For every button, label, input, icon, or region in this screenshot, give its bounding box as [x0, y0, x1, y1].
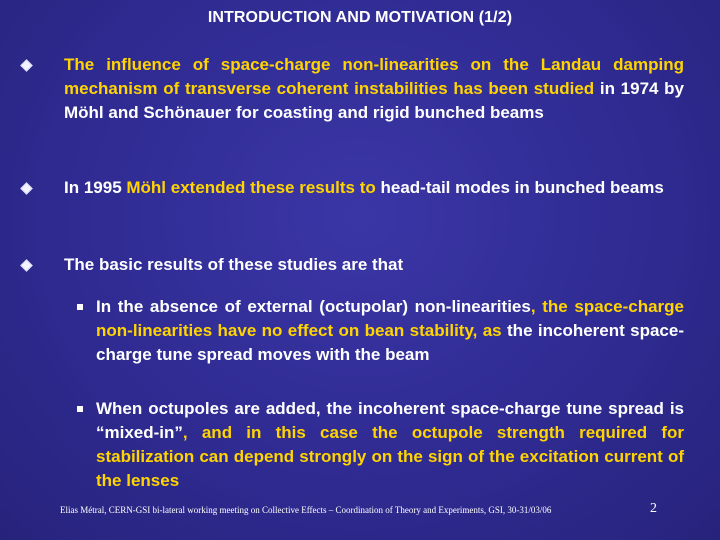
bullet-2-text-a: In 1995: [64, 178, 127, 197]
sub-bullet-item-1: [96, 295, 684, 367]
sub-bullet-1-text-a: In the absence of external (octupolar) non-linearities: [96, 297, 531, 316]
page-number: 2: [650, 501, 657, 516]
sub-bullet-2-text-a: When octupoles are added, the incoherent space-charge tune spread is “mixed-in”: [96, 399, 684, 442]
slide-footer: Elias Métral, CERN-GSI bi-lateral working meeting on Collective Effects – Coordination of Theory and Experiments, GSI, 30-31/03/06: [60, 505, 552, 515]
square-bullet-icon: [77, 304, 83, 310]
bullet-1-highlight: The influence of space-charge non-linearities on the Landau damping mechanism of transverse coherent instabilities has been studied: [64, 55, 684, 98]
slide-title: INTRODUCTION AND MOTIVATION (1/2): [207, 9, 513, 26]
sub-bullet-2-highlight: , and in this case the octupole strength required for stabilization can depend strongly on the sign of the excitation current of the lenses: [96, 423, 684, 490]
bullet-item-1: [64, 53, 684, 125]
bullet-1-text: in 1974 by Möhl and Schönauer for coasting and rigid bunched beams: [64, 79, 685, 122]
bullet-2-text-b: head-tail modes in bunched beams: [375, 178, 664, 197]
square-bullet-icon: [77, 406, 83, 412]
diamond-bullet-icon: [20, 182, 33, 195]
diamond-bullet-icon: [20, 259, 33, 272]
bullet-item-2: [64, 176, 684, 200]
diamond-bullet-icon: [20, 59, 33, 72]
bullet-2-highlight: Möhl extended these results to: [126, 178, 376, 197]
bullet-item-3: [64, 253, 684, 277]
sub-bullet-1-highlight: , the space-charge non-linearities have no effect on bean stability, as: [96, 297, 684, 340]
sub-bullet-item-2: [96, 397, 684, 493]
sub-bullet-1-text-b: the incoherent space-charge tune spread moves with the beam: [96, 321, 685, 364]
bullet-3-text: The basic results of these studies are that: [64, 255, 404, 274]
